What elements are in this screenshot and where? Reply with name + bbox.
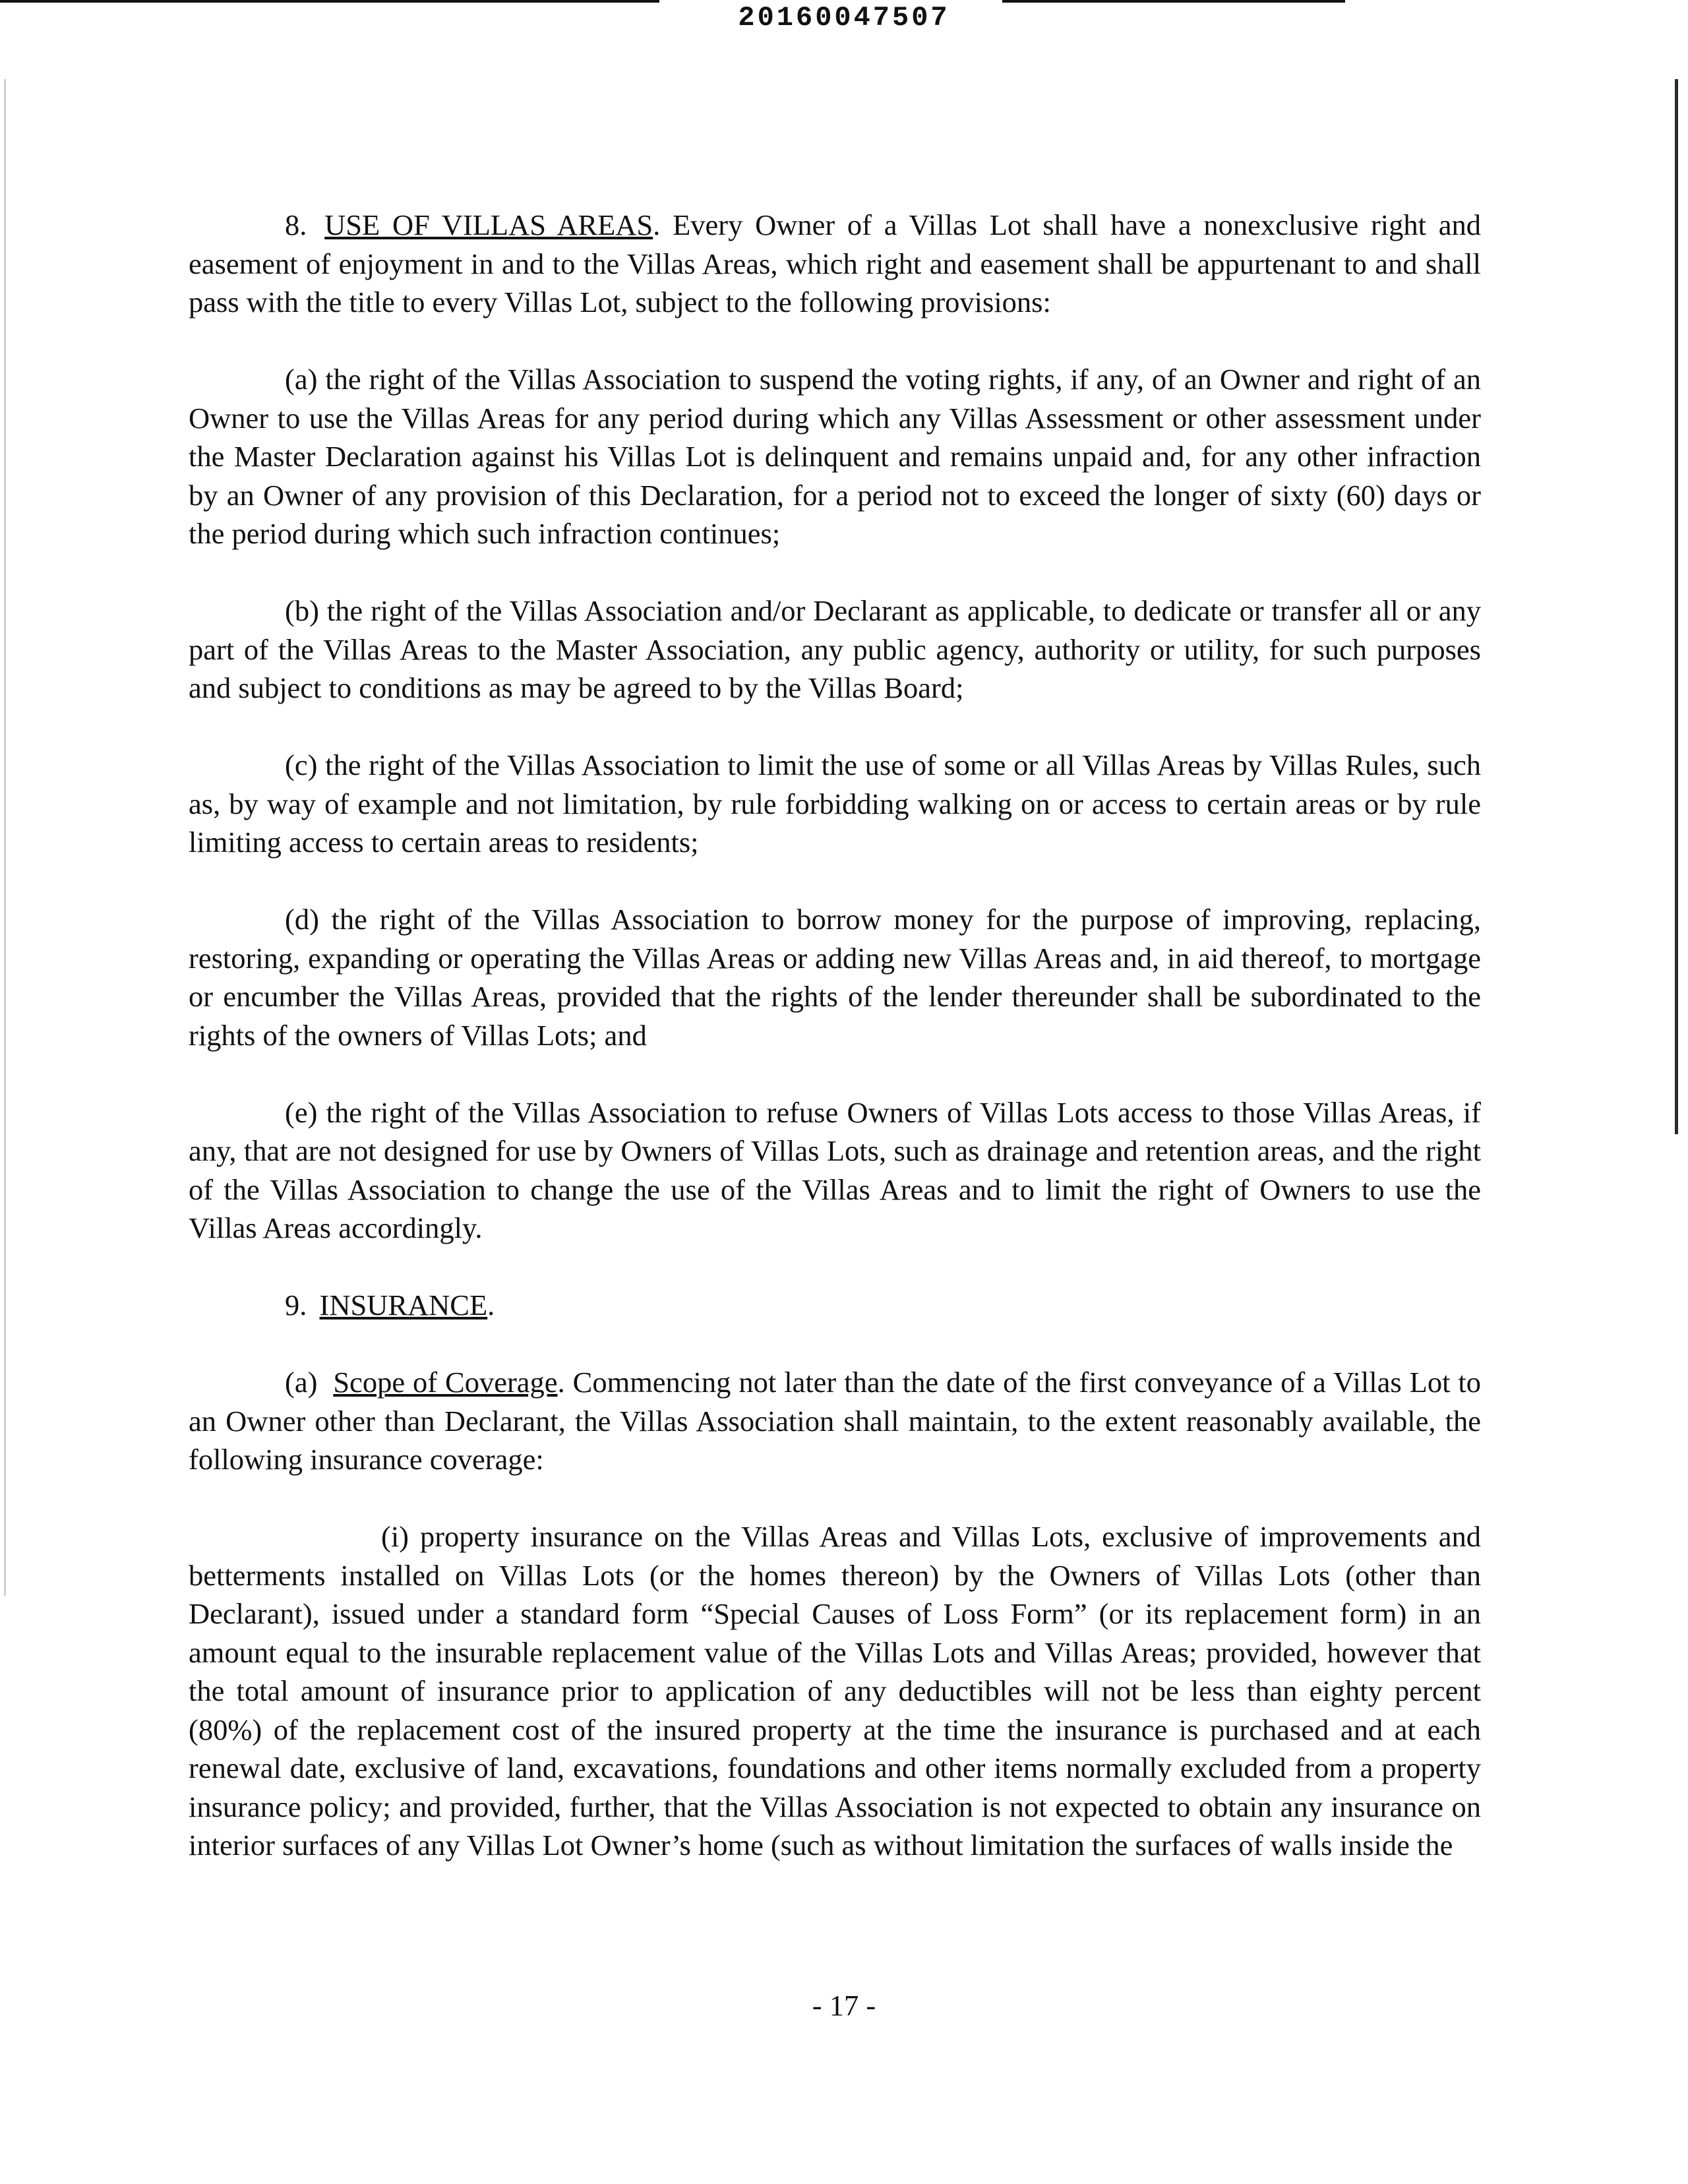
scan-edge-left bbox=[4, 79, 6, 1596]
document-number: 20160047507 bbox=[738, 2, 950, 34]
section-9-a-i: (i) property insurance on the Villas Areas and Villas Lots, exclusive of improvements and betterments installed on Villas Lots (or the homes thereon) by the Owners of Villas Lots (other than Declarant), issued under a standard form “Special Causes of Loss Form” (or its replacement form) in an amount equal to the insurable replacement value of the Villas Lots and Villas Areas; provided, however that the total amount of insurance prior to application of any deductibles will not be less than eighty percent (80%) of the replacement cost of the insured property at the time the insurance is purchased and at each renewal date, exclusive of land, excavations, foundations and other items normally excluded from a property insurance policy; and provided, further, that the Villas Association is not expected to obtain any insurance on interior surfaces of any Villas Lot Owner’s home (such as without limitation the surfaces of walls inside the bbox=[189, 1520, 1481, 1862]
section-8-b: (b) the right of the Villas Association and/or Declarant as applicable, to dedicate or transfer all or any part of the Villas Areas to the Master Association, any public agency, authority or utility, for such purposes and subject to conditions as may be agreed to by the Villas Board; bbox=[189, 594, 1481, 704]
scan-edge-right bbox=[1675, 79, 1678, 1134]
section-9-a bbox=[189, 1363, 1481, 1479]
section-8-title: USE OF VILLAS AREAS bbox=[324, 208, 653, 241]
page-number: - 17 - bbox=[812, 1989, 876, 2022]
section-9-title: INSURANCE bbox=[319, 1289, 488, 1321]
section-9-a-text: . Commencing not later than the date of the first conveyance of a Villas Lot to an Owner other than Declarant, the Villas Association shall maintain, to the extent reasonably available, the following insurance coverage: bbox=[189, 1366, 1482, 1476]
section-9-title-end: . bbox=[487, 1289, 495, 1321]
top-rule-right bbox=[1002, 0, 1345, 3]
section-8-e: (e) the right of the Villas Association to refuse Owners of Villas Lots access to those Villas Areas, if any, that are not designed for use by Owners of Villas Lots, such as drainage and retention areas, and the right of the Villas Association to change the use of the Villas Areas and to limit the right of Owners to use the Villas Areas accordingly. bbox=[189, 1095, 1481, 1244]
section-8-d: (d) the right of the Villas Association to borrow money for the purpose of improving, replacing, restoring, expanding or operating the Villas Areas or adding new Villas Areas and, in aid thereof, to mortgage or encumber the Villas Areas, provided that the rights of the lender thereunder shall be subordinated to the rights of the owners of Villas Lots; and bbox=[189, 903, 1481, 1052]
section-9-a-label: (a) bbox=[285, 1366, 318, 1399]
section-8-intro bbox=[189, 206, 1481, 322]
section-8-number: 8. bbox=[285, 208, 307, 241]
section-9-a-title: Scope of Coverage bbox=[333, 1366, 558, 1399]
document-body bbox=[189, 206, 1481, 1903]
section-9-number: 9. bbox=[285, 1289, 307, 1321]
top-rule-left bbox=[0, 0, 659, 3]
section-9-heading bbox=[189, 1286, 1481, 1325]
section-8-a: (a) the right of the Villas Association to suspend the voting rights, if any, of an Owner and right of an Owner to use the Villas Areas for any period during which any Villas Assessment or other assessment under the Master Declaration against his Villas Lot is delinquent and remains unpaid and, for any other infraction by an Owner of any provision of this Declaration, for a period not to exceed the longer of sixty (60) days or the period during which such infraction continues; bbox=[189, 363, 1481, 550]
section-8-c: (c) the right of the Villas Association to limit the use of some or all Villas Areas by Villas Rules, such as, by way of example and not limitation, by rule forbidding walking on or access to certain areas or by rule limiting access to certain areas to residents; bbox=[189, 748, 1481, 859]
section-8-intro-text: . Every Owner of a Villas Lot shall have a nonexclusive right and easement of enjoyment in and to the Villas Areas, which right and easement shall be appurtenant to and shall pass with the title to every Villas Lot, subject to the following provisions: bbox=[189, 208, 1481, 318]
